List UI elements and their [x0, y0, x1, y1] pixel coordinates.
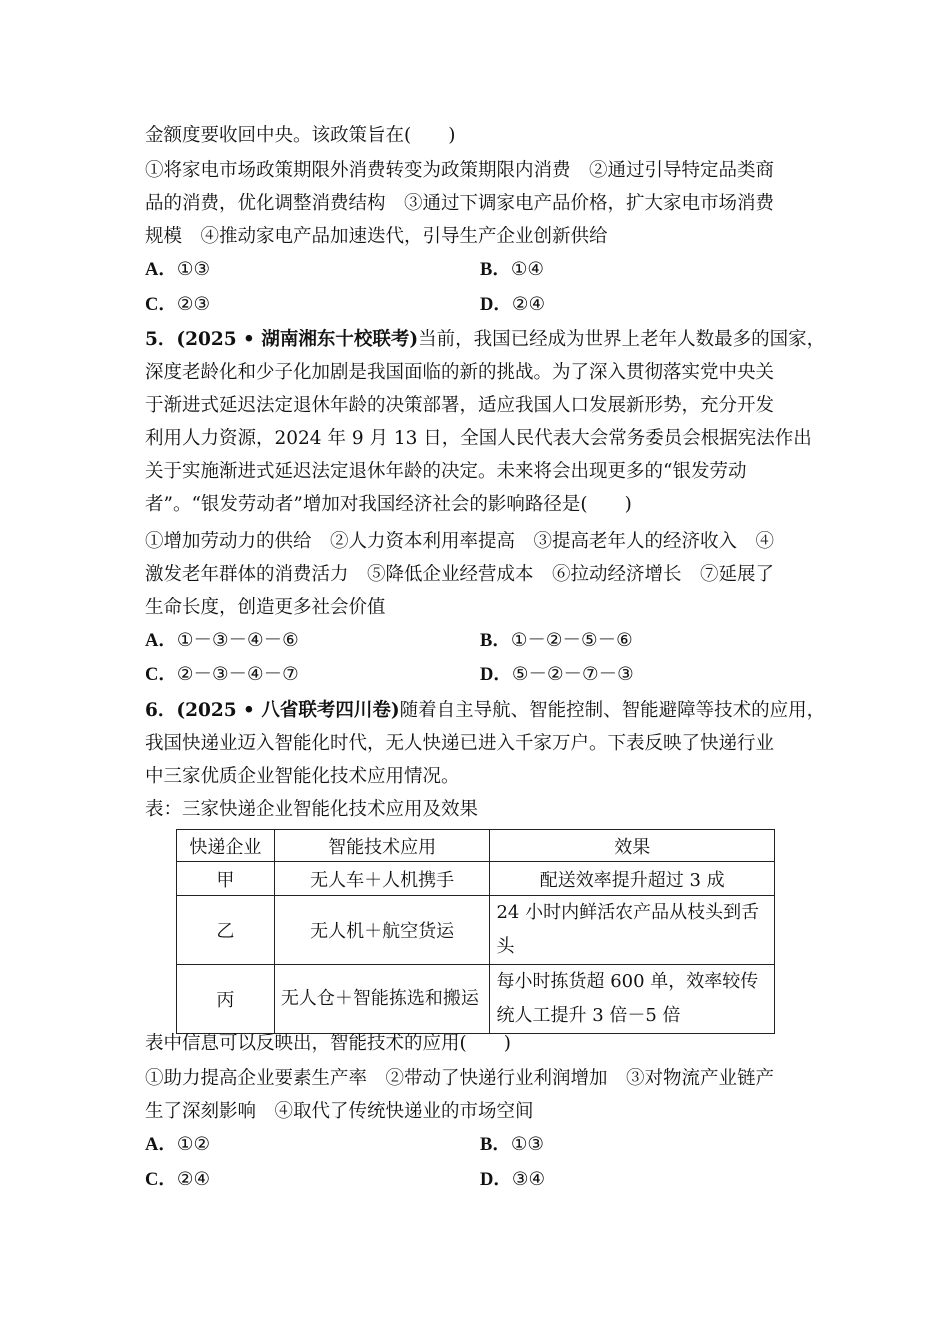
q5-source: (2025 • 湖南湘东十校联考): [176, 329, 419, 350]
q6-stem-line-2: 我国快递业迈入智能化时代，无人快递已进入千家万户。下表反映了快递行业: [145, 733, 775, 754]
q6-stem-line-3: 中三家优质企业智能化技术应用情况。: [145, 766, 460, 787]
table-cell-effect: 每小时拣货超 600 单，效率较传统人工提升 3 倍－5 倍: [490, 965, 775, 1034]
table-header-tech: 智能技术应用: [274, 830, 490, 862]
q4-option-a: A．①③: [145, 259, 211, 280]
table-cell-effect: 24 小时内鲜活农产品从枝头到舌头: [490, 896, 775, 965]
table-cell-tech: 无人仓＋智能拣选和搬运: [274, 965, 490, 1034]
q4-statement-line-3: 规模 ④推动家电产品加速迭代，引导生产企业创新供给: [145, 226, 608, 247]
q4-option-a-text: ①③: [176, 259, 211, 280]
q5-stem-line-4: 利用人力资源，2024 年 9 月 13 日，全国人民代表大会常务委员会根据宪法作出: [145, 428, 812, 449]
q6-stem-text-1: 随着自主导航、智能控制、智能避障等技术的应用，: [399, 700, 826, 721]
table-row: [177, 862, 775, 896]
q4-option-c-text: ②③: [176, 294, 211, 315]
q6-option-a: A．①②: [145, 1134, 211, 1155]
q6-option-b: B．①③: [480, 1134, 545, 1155]
q5-option-c-text: ②－③－④－⑦: [176, 664, 299, 685]
q5-statement-line-2: 激发老年群体的消费活力 ⑤降低企业经营成本 ⑥拉动经济增长 ⑦延展了: [145, 564, 775, 585]
table-cell-effect: 配送效率提升超过 3 成: [490, 862, 775, 896]
q5-option-d: D．⑤－②－⑦－③: [480, 664, 634, 685]
table-row: [177, 965, 775, 1034]
q4-statement-line-2: 品的消费，优化调整消费结构 ③通过下调家电产品价格，扩大家电市场消费: [145, 193, 775, 214]
q5-stem-line-1: [145, 328, 826, 352]
q5-option-b-text: ①－②－⑤－⑥: [510, 630, 633, 651]
table-cell-tech: 无人机＋航空货运: [274, 896, 490, 965]
table-cell-company: 丙: [177, 965, 275, 1034]
q5-stem-text-1: 当前，我国已经成为世界上老年人数最多的国家，: [418, 329, 826, 350]
q5-option-a-text: ①－③－④－⑥: [176, 630, 299, 651]
q4-statement-line-1: ①将家电市场政策期限外消费转变为政策期限内消费 ②通过引导特定品类商: [145, 160, 775, 181]
table-cell-company: 甲: [177, 862, 275, 896]
q6-option-b-text: ①③: [510, 1134, 545, 1155]
q5-stem-line-3: 于渐进式延迟法定退休年龄的决策部署，适应我国人口发展新形势，充分开发: [145, 395, 775, 416]
q4-option-b: B．①④: [480, 259, 545, 280]
q5-option-c: C．②－③－④－⑦: [145, 664, 299, 685]
q6-question: 表中信息可以反映出，智能技术的应用( ): [145, 1033, 511, 1054]
q4-option-b-text: ①④: [510, 259, 545, 280]
q6-option-d-text: ③④: [511, 1169, 546, 1190]
q4-option-d: D．②④: [480, 294, 546, 315]
q4-option-c: C．②③: [145, 294, 211, 315]
table-cell-tech: 无人车＋人机携手: [274, 862, 490, 896]
q6-option-c-text: ②④: [176, 1169, 211, 1190]
q6-source: (2025 • 八省联考四川卷): [176, 700, 400, 721]
q6-statement-line-1: ①助力提高企业要素生产率 ②带动了快递行业利润增加 ③对物流产业链产: [145, 1068, 775, 1089]
q4-stem-tail: 金额度要收回中央。该政策旨在( ): [145, 125, 456, 146]
q6-table-caption: 表：三家快递企业智能化技术应用及效果: [145, 799, 479, 820]
table-header-row: [177, 830, 775, 862]
q6-number: 6．: [145, 700, 177, 721]
q5-stem-line-6: 者”。“银发劳动者”增加对我国经济社会的影响路径是( ): [145, 494, 632, 515]
q5-stem-line-5: 关于实施渐进式延迟法定退休年龄的决定。未来将会出现更多的“银发劳动: [145, 461, 747, 482]
q5-stem-line-2: 深度老龄化和少子化加剧是我国面临的新的挑战。为了深入贯彻落实党中央关: [145, 362, 775, 383]
q5-number: 5．: [145, 329, 177, 350]
q5-statement-line-1: ①增加劳动力的供给 ②人力资本利用率提高 ③提高老年人的经济收入 ④: [145, 531, 775, 552]
q6-option-a-text: ①②: [176, 1134, 211, 1155]
q6-option-d: D．③④: [480, 1169, 546, 1190]
q5-option-d-text: ⑤－②－⑦－③: [511, 664, 634, 685]
q5-option-b: B．①－②－⑤－⑥: [480, 630, 633, 651]
q6-statement-line-2: 生了深刻影响 ④取代了传统快递业的市场空间: [145, 1101, 534, 1122]
table-cell-company: 乙: [177, 896, 275, 965]
table-header-company: 快递企业: [177, 830, 275, 862]
q6-option-c: C．②④: [145, 1169, 211, 1190]
q5-statement-line-3: 生命长度，创造更多社会价值: [145, 597, 386, 618]
table-row: [177, 896, 775, 965]
express-companies-table: [176, 829, 775, 1034]
table-header-effect: 效果: [490, 830, 775, 862]
q6-stem-line-1: [145, 699, 826, 723]
q4-option-d-text: ②④: [511, 294, 546, 315]
q5-option-a: A．①－③－④－⑥: [145, 630, 299, 651]
